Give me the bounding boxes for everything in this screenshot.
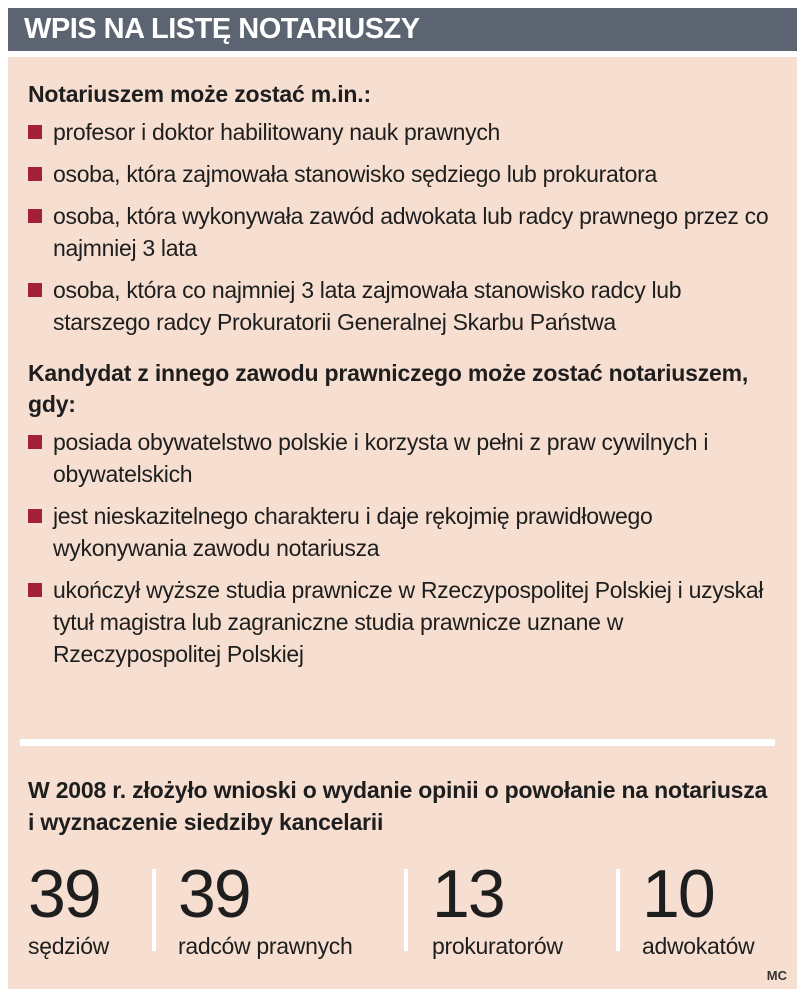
stat-label: adwokatów [642, 933, 755, 959]
section-divider [20, 739, 775, 746]
list-item: ukończył wyższe studia prawnicze w Rzeczypospolitej Polskiej i uzyskał tytuł magistra lub zagraniczne studia prawnicze uznane w Rzeczypospolitej Polskiej [28, 574, 781, 670]
section1-list [28, 116, 781, 338]
list-item: profesor i doktor habilitowany nauk prawnych [28, 116, 781, 148]
stat-value: 13 [432, 856, 504, 932]
stat-label: prokuratorów [432, 933, 563, 959]
section1-heading: Notariuszem może zostać m.in.: [28, 81, 371, 107]
section2 [28, 358, 781, 670]
square-bullet-icon [28, 283, 42, 297]
stat-separator [404, 869, 408, 951]
section2-heading: Kandydat z innego zawodu prawniczego może zostać notariuszem, gdy: [28, 360, 749, 417]
square-bullet-icon [28, 435, 42, 449]
stats-heading: W 2008 r. złożyło wnioski o wydanie opinii o powołanie na notariusza i wyznaczenie siedziby kancelarii [28, 777, 768, 835]
stat-sedziow [28, 857, 109, 961]
stat-adwokatow [642, 857, 754, 961]
stat-radcow [178, 857, 352, 961]
stat-prokuratorow [432, 857, 563, 961]
list-item: posiada obywatelstwo polskie i korzysta w pełni z praw cywilnych i obywatelskich [28, 426, 781, 490]
square-bullet-icon [28, 509, 42, 523]
stat-value: 39 [28, 856, 100, 932]
square-bullet-icon [28, 167, 42, 181]
square-bullet-icon [28, 125, 42, 139]
stat-separator [616, 869, 620, 951]
list-item: jest nieskazitelnego charakteru i daje rękojmię prawidłowego wykonywania zawodu notariusza [28, 500, 781, 564]
list-item: osoba, która zajmowała stanowisko sędziego lub prokuratora [28, 158, 781, 190]
section2-list [28, 426, 781, 670]
content-panel [8, 57, 797, 989]
stat-label: sędziów [28, 933, 109, 959]
list-item: osoba, która co najmniej 3 lata zajmowała stanowisko radcy lub starszego radcy Prokuratorii Generalnej Skarbu Państwa [28, 274, 781, 338]
stats-row [28, 857, 788, 967]
list-item: osoba, która wykonywała zawód adwokata lub radcy prawnego przez co najmniej 3 lata [28, 200, 781, 264]
square-bullet-icon [28, 209, 42, 223]
stat-value: 10 [642, 856, 714, 932]
stat-label: radców prawnych [178, 933, 353, 959]
stat-separator [152, 869, 156, 951]
square-bullet-icon [28, 583, 42, 597]
stat-value: 39 [178, 856, 250, 932]
infographic-title: WPIS NA LISTĘ NOTARIUSZY [8, 8, 797, 51]
credit: MC [766, 968, 787, 983]
